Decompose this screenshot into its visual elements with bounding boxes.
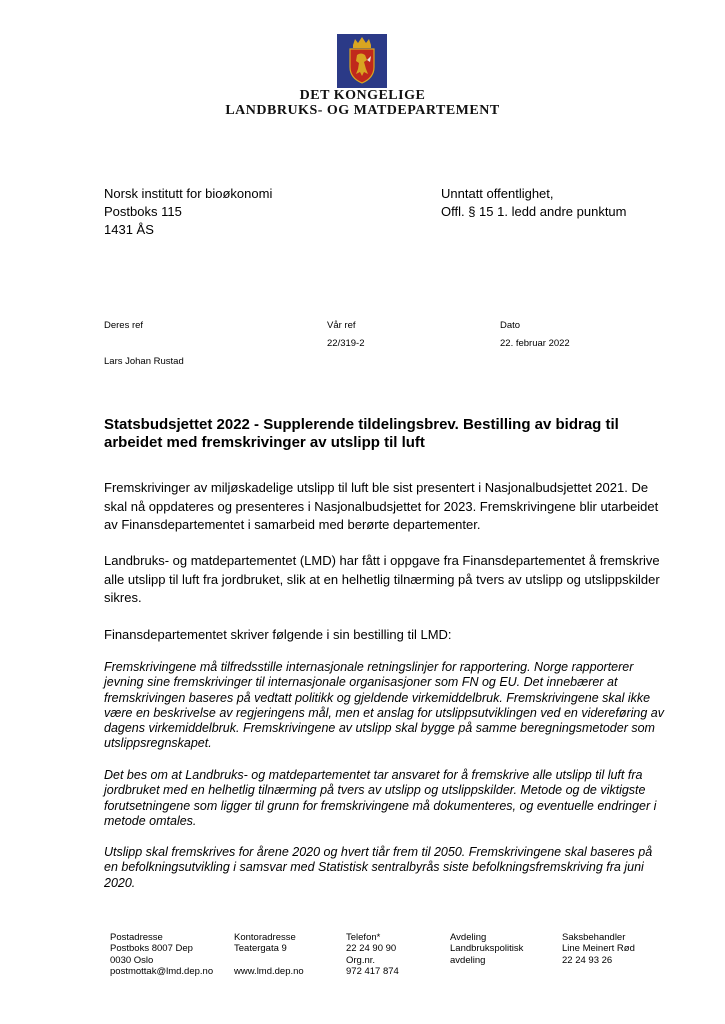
quote-paragraph-1: Fremskrivingene må tilfredsstille internasjonale retningslinjer for rapportering. Norge rapporterer jevning sine fremskrivinger til internasjonale organisasjoner som FN og EU. Det innebærer at fremskrivingen baseres på vedtatt politikk og gjeldende virkemiddelbruk. Fremskrivingene skal ikke være en beskrivelse av regjeringens mål, men et anslag for utslippsutviklingen ved en videreføring av dagens virkemiddelbruk. Fremskrivingene av utslipp skal bygge på samme beregningsmetoder som utslippsregnskapet. — [104, 660, 665, 751]
footer-avdeling-label: Avdeling — [450, 932, 487, 943]
footer-orgnr-label: Org.nr. — [346, 954, 376, 966]
footer-email-link[interactable]: postmottak@lmd.dep.no — [110, 965, 214, 977]
body-paragraph-2: Landbruks- og matdepartementet (LMD) har fått i oppgave fra Finansdepartementet å fremskrive alle utslipp til luft fra jordbruket, slik at en helhetlig tilnærming på tvers av utslipp og utslippskilder sikres. — [104, 553, 660, 605]
footer-avdeling-name-2: avdeling — [450, 954, 486, 966]
footer-orgnr-value: 972 417 874 — [346, 965, 399, 977]
letter-title: Statsbudsjettet 2022 - Supplerende tildelingsbrev. Bestilling av bidrag til arbeidet med fremskrivinger av utslipp til luft — [104, 416, 619, 451]
deres-ref-value: Lars Johan Rustad — [104, 356, 184, 367]
recipient-city: 1431 ÅS — [104, 222, 154, 237]
exemption-line-2: Offl. § 15 1. ledd andre punktum — [441, 204, 627, 219]
var-ref-label: Vår ref — [327, 320, 356, 331]
dato-value: 22. februar 2022 — [500, 338, 570, 349]
footer-kontoradresse — [234, 932, 304, 977]
footer-website-link[interactable]: www.lmd.dep.no — [234, 965, 304, 977]
footer-saksbehandler-name: Line Meinert Rød — [562, 943, 635, 955]
footer-saksbehandler — [562, 932, 635, 966]
footer-postbox: Postboks 8007 Dep — [110, 943, 193, 955]
recipient-postbox: Postboks 115 — [104, 204, 182, 219]
quote-paragraph-3: Utslipp skal fremskrives for årene 2020 og hvert tiår frem til 2050. Fremskrivingene skal baseres på en befolkningsutvikling i samsvar med Statistisk sentralbyrås siste befolkningsfremskriving fra juni 2020. — [104, 845, 653, 890]
footer-saksbehandler-phone: 22 24 93 26 — [562, 954, 613, 966]
deres-ref-label: Deres ref — [104, 320, 144, 331]
footer-postadresse — [110, 932, 213, 977]
footer-kontoradresse-label: Kontoradresse — [234, 932, 296, 943]
footer-postcode: 0030 Oslo — [110, 954, 154, 966]
body-paragraph-3: Finansdepartementet skriver følgende i sin bestilling til LMD: — [104, 627, 452, 642]
exemption-line-1: Unntatt offentlighet, — [441, 186, 554, 201]
footer-blank — [234, 955, 304, 966]
footer-telefon-label: Telefon* — [346, 932, 381, 943]
ministry-name-line-1: DET KONGELIGE — [299, 88, 426, 103]
footer-saksbehandler-label: Saksbehandler — [562, 932, 626, 943]
footer-avdeling — [450, 932, 523, 966]
ministry-name-line-2: LANDBRUKS- OG MATDEPARTEMENT — [225, 103, 500, 118]
coat-of-arms-logo — [337, 34, 387, 88]
footer-telefon — [346, 932, 399, 977]
quote-paragraph-2: Det bes om at Landbruks- og matdepartementet tar ansvaret for å fremskrive alle utslipp til luft fra jordbruket med en helhetlig tilnærming på tvers av utslipp og utslippskilder. Metode og de viktigste forutsetningene som ligger til grunn for fremskrivingene må dokumenteres, og eventuelle endringer i metode omtales. — [104, 768, 657, 828]
footer-postadresse-label: Postadresse — [110, 932, 163, 943]
footer-street: Teatergata 9 — [234, 943, 287, 955]
var-ref-value: 22/319-2 — [327, 338, 365, 349]
exemption-notice — [441, 185, 627, 221]
recipient-name: Norsk institutt for bioøkonomi — [104, 186, 273, 201]
dato-label: Dato — [500, 320, 521, 331]
body-paragraph-1: Fremskrivinger av miljøskadelige utslipp til luft ble sist presentert i Nasjonalbudsjettet 2021. De skal nå oppdateres og presenteres i Nasjonalbudsjettet for 2023. Fremskrivingene blir utarbeidet av Finansdepartementet i samarbeid med berørte departementer. — [104, 480, 659, 532]
footer-avdeling-name-1: Landbrukspolitisk — [450, 943, 524, 955]
footer-telefon-number: 22 24 90 90 — [346, 943, 397, 955]
recipient-address — [104, 185, 272, 239]
